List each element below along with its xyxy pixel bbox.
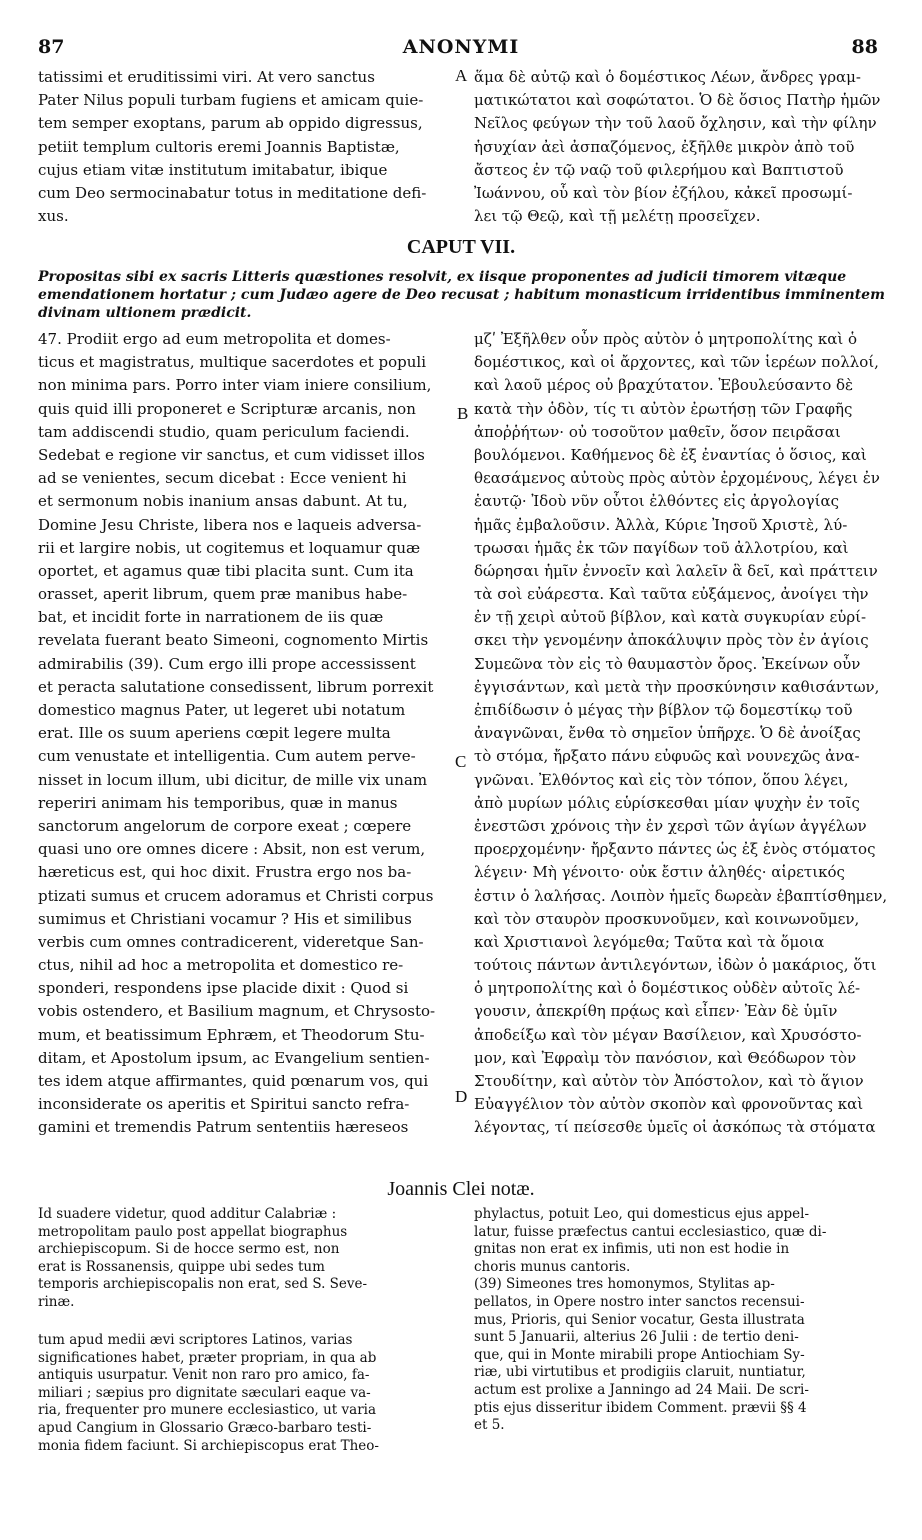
text-line: τὰ σοὶ εὐάρεστα. Καὶ ταῦτα εὐξάμενος, ἀνοίγει τὴν <box>474 585 869 604</box>
text-line: ἐστιν ὁ λαλήσας. Λοιπὸν ἡμεῖς δωρεὰν ἐβαπτίσθημεν, <box>474 886 888 905</box>
text-line: tum apud medii ævi scriptores Latinos, varias <box>38 1332 353 1348</box>
text-line: quis quid illi proponeret e Scripturæ arcanis, non <box>38 399 416 418</box>
text-line: emendationem hortatur ; cum Judæo agere de Deo recusat ; habitum monasticum irridentibus imminentem <box>38 287 885 303</box>
text-line: Στουδίτην, καὶ αὐτὸν τὸν Ἀπόστολον, καὶ τὸ ἅγιον <box>474 1072 864 1090</box>
text-line: μζʹ Ἐξῆλθεν οὖν πρὸς αὐτὸν ὁ μητροπολίτης καὶ ὁ <box>474 330 858 348</box>
text-line: orasset, aperit librum, quem præ manibus habe- <box>38 585 408 604</box>
text-line: petiit templum cultoris eremi Joannis Baptistæ, <box>38 137 400 156</box>
text-line: admirabilis (39). Cum ergo illi prope accessissent <box>38 654 416 673</box>
notes-right-column <box>474 1206 894 1435</box>
text-line: κατὰ τὴν ὁδὸν, τίς τι αὐτὸν ἐρωτήσῃ τῶν Γραφῆς <box>474 399 853 418</box>
text-line: xus. <box>38 207 69 226</box>
text-line: ἐπιδίδωσιν ὁ μέγας τὴν βίβλον τῷ δομεστίκῳ τοῦ <box>474 701 853 719</box>
text-line: cum venustate et intelligentia. Cum autem perve- <box>38 747 416 766</box>
text-line: reperiri animam his temporibus, quæ in manus <box>38 793 398 812</box>
text-line: ἑαυτῷ· Ἰδοὺ νῦν οὗτοι ἐλθόντες εἰς ἀργολογίας <box>474 492 840 511</box>
text-line: vobis ostendero, et Basilium magnum, et Chrysosto- <box>38 1002 436 1021</box>
text-line: τρωσαι ἡμᾶς ἐκ τῶν παγίδων τοῦ ἀλλοτρίου, καὶ <box>474 538 849 557</box>
margin-letter-a: A <box>455 66 468 85</box>
text-line: ticus et magistratus, multique sacerdotes et populi <box>38 353 427 372</box>
text-line: ria, frequenter pro munere ecclesiastico, ut varia <box>38 1402 377 1419</box>
text-line: cujus etiam vitæ institutum imitabatur, ibique <box>38 160 388 179</box>
notes-left-part-1 <box>38 1206 458 1312</box>
text-line: καὶ τὸν σταυρὸν προσκυνοῦμεν, καὶ κοινωνοῦμεν, <box>474 909 860 928</box>
greek-body-column <box>474 328 894 1140</box>
text-line: tam addiscendi studio, quam periculum faciendi. <box>38 422 410 441</box>
text-line: mus, Prioris, qui Senior vocatur, Gesta illustrata <box>474 1311 805 1328</box>
chapter-heading: CAPUT VII. <box>406 236 516 258</box>
text-line: et 5. <box>474 1417 505 1434</box>
text-line: temporis archiepiscopalis non erat, sed S. Seve- <box>38 1276 368 1293</box>
text-line: bat, et incidit forte in narrationem de iis quæ <box>38 608 384 627</box>
text-line: δομέστικος, καὶ οἱ ἄρχοντες, καὶ τῶν ἱερέων πολλοί, <box>474 353 879 372</box>
text-line: sumimus et Christiani vocamur ? His et similibus <box>38 909 412 928</box>
margin-letter-c: C <box>455 752 467 771</box>
text-line: ctus, nihil ad hoc a metropolita et domestico re- <box>38 956 404 975</box>
text-line: Ἰωάννου, οὗ καὶ τὸν βίον ἐζήλου, κἀκεῖ προσωμί- <box>474 183 853 202</box>
text-line: metropolitam paulo post appellat biographus <box>38 1223 348 1240</box>
text-line: ματικώτατοι καὶ σοφώτατοι. Ὁ δὲ ὅσιος Πατὴρ ἡμῶν <box>474 91 881 110</box>
text-line: ἅμα δὲ αὐτῷ καὶ ὁ δομέστικος Λέων, ἄνδρες γραμ- <box>474 68 861 86</box>
text-line: καὶ Χριστιανοὶ λεγόμεθα; Ταῦτα καὶ τὰ ὅμοια <box>474 932 825 951</box>
text-line: λει τῷ Θεῷ, καὶ τῇ μελέτῃ προσεῖχεν. <box>474 207 761 226</box>
text-line: Sedebat e regione vir sanctus, et cum vidisset illos <box>38 445 425 464</box>
text-line: Pater Nilus populi turbam fugiens et amicam quie- <box>38 91 424 110</box>
text-line: revelata fuerant beato Simeoni, cognomento Mirtis <box>38 631 429 650</box>
text-line: choris munus cantoris. <box>474 1258 631 1275</box>
latin-top-column <box>38 66 458 228</box>
text-line: latur, fuisse præfectus cantui ecclesiastico, quæ di- <box>474 1223 827 1240</box>
text-line: καὶ λαοῦ μέρος οὐ βραχύτατον. Ἐβουλεύσαντο δὲ <box>474 376 854 395</box>
text-line: ἡσυχίαν ἀεὶ ἀσπαζόμενος, ἐξῆλθε μικρὸν ἀπὸ τοῦ <box>474 137 855 156</box>
text-line: domestico magnus Pater, ut legeret ubi notatum <box>38 701 406 719</box>
text-line: erat. Ille os suum aperiens cœpit legere multa <box>38 724 391 743</box>
text-line: nisset in locum illum, ubi dicitur, de mille vix unam <box>38 770 428 789</box>
text-line: archiepiscopum. Si de hocce sermo est, non <box>38 1241 340 1258</box>
text-line: ἀναγνῶναι, ἔνθα τὸ σημεῖον ὑπῆρχε. Ὁ δὲ ἀνοίξας <box>474 724 861 743</box>
text-line: mum, et beatissimum Ephræm, et Theodorum Stu- <box>38 1025 425 1044</box>
text-line: ptizati sumus et crucem adoramus et Christi corpus <box>38 886 434 905</box>
text-line: Propositas sibi ex sacris Litteris quæstiones resolvit, ex iisque proponentes ad judicii timorem vitæque <box>38 269 847 285</box>
text-line: tatissimi et eruditissimi viri. At vero sanctus <box>38 68 375 86</box>
text-line: que, qui in Monte mirabili prope Antiochiam Sy- <box>474 1346 805 1363</box>
text-line: δώρησαι ἡμῖν ἐννοεῖν καὶ λαλεῖν ἃ δεῖ, καὶ πράττειν <box>474 561 878 580</box>
text-line: τὸ στόμα, ἤρξατο πάνυ εὐφυῶς καὶ νουνεχῶς ἀνα- <box>474 747 860 766</box>
text-line: riæ, ubi virtutibus et prodigiis claruit, nuntiatur, <box>474 1364 806 1381</box>
greek-top-column <box>474 66 894 228</box>
text-line: sanctorum angelorum de corpore exeat ; cœpere <box>38 816 412 835</box>
text-line: ἀποῤῥήτων· οὐ τοσοῦτον μαθεῖν, ὅσον πειρᾶσαι <box>474 422 841 441</box>
text-line: γνῶναι. Ἐλθόντος καὶ εἰς τὸν τόπον, ὅπου λέγει, <box>474 770 849 789</box>
text-line: ἀποδείξω καὶ τὸν μέγαν Βασίλειον, καὶ Χρυσόστο- <box>474 1025 862 1044</box>
text-line: divinam ultionem prædicit. <box>38 305 252 321</box>
text-line: et sermonum nobis inanium ansas dabunt. At tu, <box>38 492 408 511</box>
text-line: monia fidem faciunt. Si archiepiscopus erat Theo- <box>38 1437 379 1454</box>
text-line: ἐνεστῶσι χρόνοις τὴν ἐν χερσὶ τῶν ἁγίων ἀγγέλων <box>474 816 867 835</box>
text-line: λέγοντας, τί πείσεσθε ὑμεῖς οἱ ἀσκόπως τὰ στόματα <box>474 1118 876 1137</box>
text-line: miliari ; sæpius pro dignitate sæculari eaque va- <box>38 1384 371 1401</box>
text-line: gamini et tremendis Patrum sententiis hæreseos <box>38 1118 409 1137</box>
notes-heading: Joannis Clei notæ. <box>387 1178 535 1200</box>
notes-left-part-2 <box>38 1332 458 1455</box>
text-line: ἄστεος ἐν τῷ ναῷ τοῦ φιλερήμου καὶ Βαπτιστοῦ <box>474 160 844 179</box>
text-line: sunt 5 Januarii, alterius 26 Julii : de tertio deni- <box>474 1329 799 1346</box>
margin-letter-d: D <box>455 1087 468 1106</box>
text-line: (39) Simeones tres homonymos, Stylitas ap- <box>474 1276 775 1293</box>
text-line: gnitas non erat ex infimis, uti non est hodie in <box>474 1241 790 1258</box>
text-line: significationes habet, præter propriam, in qua ab <box>38 1349 377 1366</box>
text-line: ἐν τῇ χειρὶ αὐτοῦ βίβλον, καὶ κατὰ συγκυρίαν εὑρί- <box>474 608 867 627</box>
text-line: phylactus, potuit Leo, qui domesticus ejus appel- <box>474 1206 810 1222</box>
text-line: βουλόμενοι. Καθήμενος δὲ ἐξ ἐναντίας ὁ ὅσιος, καὶ <box>474 445 867 464</box>
text-line: λέγειν· Μὴ γένοιτο· οὐκ ἔστιν ἀληθές· αἱρετικός <box>474 863 845 882</box>
margin-letter-b: B <box>457 404 469 423</box>
latin-body-column <box>38 328 458 1140</box>
text-line: ἀπὸ μυρίων μόλις εὑρίσκεσθαι μίαν ψυχὴν ἐν τοῖς <box>474 793 860 812</box>
text-line: pellatos, in Opere nostro inter sanctos recensui- <box>474 1293 805 1310</box>
text-line: Εὐαγγέλιον τὸν αὐτὸν σκοπὸν καὶ φρονοῦντας καὶ <box>474 1095 864 1114</box>
text-line: verbis cum omnes contradicerent, videretque San- <box>38 932 424 951</box>
text-line: oportet, et agamus quæ tibi placita sunt. Cum ita <box>38 561 414 580</box>
text-line: tes idem atque affirmantes, quid pœnarum vos, qui <box>38 1072 429 1090</box>
text-line: Νεῖλος φεύγων τὴν τοῦ λαοῦ ὄχλησιν, καὶ τὴν φίλην <box>474 114 877 133</box>
text-line: ad se venientes, secum dicebat : Ecce venient hi <box>38 469 407 488</box>
text-line: quasi uno ore omnes dicere : Absit, non est verum, <box>38 840 426 859</box>
text-line: Συμεῶνα τὸν εἰς τὸ θαυμαστὸν ὄρος. Ἐκείνων οὖν <box>474 654 861 673</box>
text-line: tem semper exoptans, parum ab oppido digressus, <box>38 114 423 133</box>
text-line: et peracta salutatione consedissent, librum porrexit <box>38 677 434 696</box>
text-line: rinæ. <box>38 1293 75 1310</box>
text-line: ὁ μητροπολίτης καὶ ὁ δομέστικος οὐδὲν αὐτοῖς λέ- <box>474 979 861 998</box>
text-line: actum est prolixe a Janningo ad 24 Maii. De scri- <box>474 1381 809 1398</box>
text-line: erat is Rossanensis, quippe ubi sedes tum <box>38 1258 325 1275</box>
text-line: τούτοις πάντων ἀντιλεγόντων, ἰδὼν ὁ μακάριος, ὅτι <box>474 956 877 975</box>
text-line: ἐγγισάντων, καὶ μετὰ τὴν προσκύνησιν καθισάντων, <box>474 677 880 696</box>
chapter-summary <box>38 268 908 322</box>
text-line: ptis ejus disseritur ibidem Comment. prævii §§ 4 <box>474 1399 807 1416</box>
text-line: μον, καὶ Ἐφραὶμ τὸν πανόσιον, καὶ Θεόδωρον τὸν <box>474 1048 857 1067</box>
text-line: γουσιν, ἀπεκρίθη πρᾴως καὶ εἶπεν· Ἐὰν δὲ ὑμῖν <box>474 1002 838 1021</box>
running-title: ANONYMI <box>402 36 520 58</box>
text-line: προερχομένην· ἤρξαντο πάντες ὡς ἐξ ἑνὸς στόματος <box>474 840 876 859</box>
text-line: antiquis usurpatur. Venit non raro pro amico, fa- <box>38 1367 370 1384</box>
left-page-number: 87 <box>38 36 65 58</box>
text-line: ἡμᾶς ἐμβαλοῦσιν. Ἀλλὰ, Κύριε Ἰησοῦ Χριστὲ, λύ- <box>474 515 848 534</box>
text-line: cum Deo sermocinabatur totus in meditatione defi- <box>38 183 427 202</box>
text-line: σκει τὴν γενομένην ἀποκάλυψιν πρὸς τὸν ἐν ἁγίοις <box>474 631 869 650</box>
text-line: ditam, et Apostolum ipsum, ac Evangelium sentien- <box>38 1048 430 1067</box>
text-line: Domine Jesu Christe, libera nos e laqueis adversa- <box>38 515 422 534</box>
text-line: 47. Prodiit ergo ad eum metropolita et domes- <box>38 330 391 348</box>
text-line: Id suadere videtur, quod additur Calabriæ : <box>38 1206 337 1222</box>
text-line: apud Cangium in Glossario Græco-barbaro testi- <box>38 1419 372 1436</box>
right-page-number: 88 <box>851 36 878 58</box>
text-line: sponderi, respondens ipse placide dixit : Quod si <box>38 979 409 998</box>
text-line: rii et largire nobis, ut cogitemus et loquamur quæ <box>38 538 421 557</box>
text-line: hæreticus est, qui hoc dixit. Frustra ergo nos ba- <box>38 863 412 882</box>
text-line: non minima pars. Porro inter viam iniere consilium, <box>38 376 432 395</box>
text-line: inconsiderate os aperitis et Spiritui sancto refra- <box>38 1095 410 1114</box>
text-line: θεασάμενος αὐτοὺς πρὸς αὐτὸν ἐρχομένους, λέγει ἐν <box>474 469 880 488</box>
